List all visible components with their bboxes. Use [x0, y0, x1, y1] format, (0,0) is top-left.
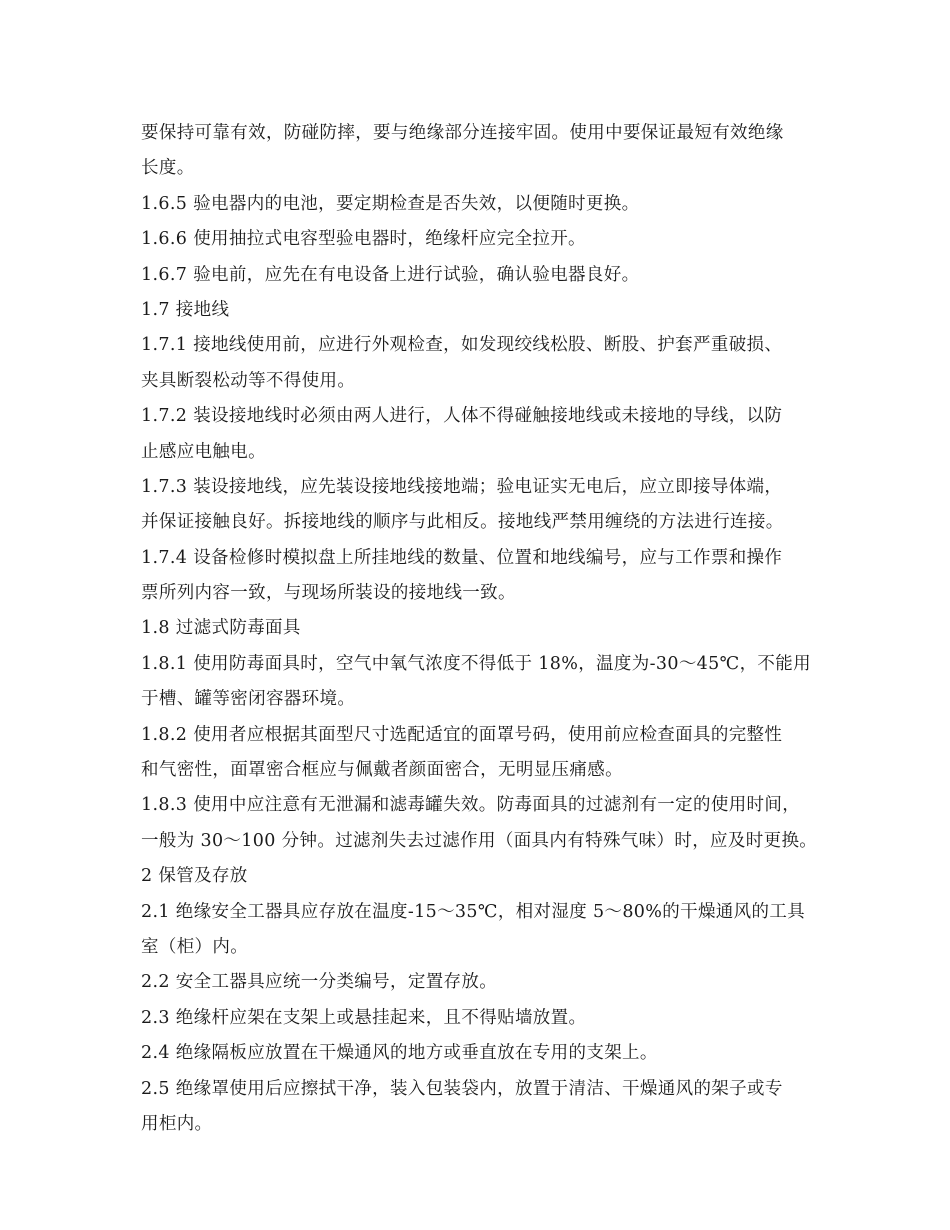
text-line: 室（柜）内。 — [141, 936, 249, 957]
text-line: 一般为 30～100 分钟。过滤剂失去过滤作用（面具内有特殊气味）时，应及时更换。 — [141, 830, 818, 851]
text-line: 1.8.3 使用中应注意有无泄漏和滤毒罐失效。防毒面具的过滤剂有一定的使用时间， — [141, 795, 801, 816]
text-line: 1.8.1 使用防毒面具时，空气中氧气浓度不得低于 18%，温度为-30～45℃，不能用 — [141, 653, 811, 674]
document-body — [141, 116, 821, 1142]
section-heading: 2 保管及存放 — [141, 866, 248, 887]
text-line: 1.7.3 装设接地线，应先装设接地线接地端；验电证实无电后，应立即接导体端， — [141, 476, 783, 497]
text-line: 和气密性，面罩密合框应与佩戴者颜面密合，无明显压痛感。 — [141, 760, 623, 781]
text-line: 1.7.1 接地线使用前，应进行外观检查，如发现绞线松股、断股、护套严重破损、 — [141, 335, 783, 356]
text-line: 用柜内。 — [141, 1113, 213, 1134]
text-line: 1.6.7 验电前，应先在有电设备上进行试验，确认验电器良好。 — [141, 264, 640, 285]
text-line: 2.5 绝缘罩使用后应擦拭干净，装入包装袋内，放置于清洁、干燥通风的架子或专 — [141, 1078, 783, 1099]
text-line: 1.6.6 使用抽拉式电容型验电器时，绝缘杆应完全拉开。 — [141, 229, 586, 250]
text-line: 1.7.2 装设接地线时必须由两人进行，人体不得碰触接地线或未接地的导线，以防 — [141, 406, 783, 427]
text-line: 2.4 绝缘隔板应放置在干燥通风的地方或垂直放在专用的支架上。 — [141, 1043, 658, 1064]
section-heading: 1.8 过滤式防毒面具 — [141, 618, 301, 639]
text-line: 1.6.5 验电器内的电池，要定期检查是否失效，以便随时更换。 — [141, 193, 640, 214]
text-line: 并保证接触良好。拆接地线的顺序与此相反。接地线严禁用缠绕的方法进行连接。 — [141, 512, 784, 533]
text-line: 2.2 安全工器具应统一分类编号，定置存放。 — [141, 972, 498, 993]
text-line: 1.8.2 使用者应根据其面型尺寸选配适宜的面罩号码，使用前应检查面具的完整性 — [141, 724, 783, 745]
text-line: 长度。 — [141, 158, 195, 179]
text-line: 夹具断裂松动等不得使用。 — [141, 370, 356, 391]
text-line: 2.3 绝缘杆应架在支架上或悬挂起来，且不得贴墙放置。 — [141, 1007, 587, 1028]
text-line: 要保持可靠有效，防碰防摔，要与绝缘部分连接牢固。使用中要保证最短有效绝缘 — [141, 123, 784, 143]
text-line: 于槽、罐等密闭容器环境。 — [141, 689, 356, 710]
text-line: 1.7.4 设备检修时模拟盘上所挂地线的数量、位置和地线编号，应与工作票和操作 — [141, 547, 783, 568]
section-heading: 1.7 接地线 — [141, 299, 230, 320]
text-line: 止感应电触电。 — [141, 441, 266, 462]
text-line: 票所列内容一致，与现场所装设的接地线一致。 — [141, 583, 516, 604]
text-line: 2.1 绝缘安全工器具应存放在温度-15～35℃，相对湿度 5～80%的干燥通风的工具 — [141, 901, 806, 922]
